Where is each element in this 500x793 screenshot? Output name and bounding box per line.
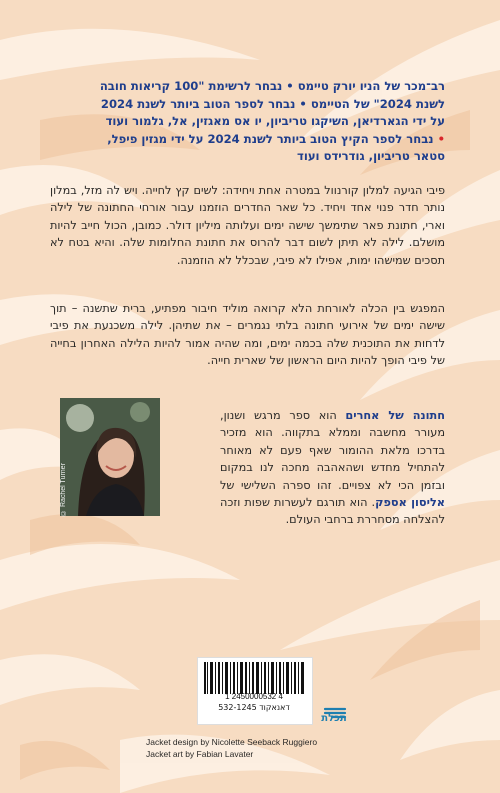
jacket-art-credit: Jacket art by Fabian Lavater bbox=[146, 749, 254, 759]
blurb-line: רב־מכר של הניו יורק טיימס • נבחר לרשימת "100 קריאות חובה bbox=[99, 79, 445, 93]
jacket-credits bbox=[146, 736, 366, 760]
author-photo bbox=[60, 398, 160, 516]
author-name: אליסון אספק bbox=[375, 496, 445, 510]
blurb-line: לשנת 2024" של הטיימס • נבחר לספר הטוב ביותר לשנת 2024 bbox=[100, 96, 445, 111]
bullet-dot: • bbox=[433, 131, 445, 146]
barcode bbox=[197, 657, 313, 725]
book-title: חתונה של אחרים bbox=[345, 409, 445, 422]
blurb-line: סטאר טריביון, גודרידס ועוד bbox=[297, 149, 445, 163]
barcode-number: 1 2450000532 4 bbox=[225, 692, 283, 701]
jacket-design-credit: Jacket design by Nicolette Seeback Ruggiero bbox=[146, 737, 318, 747]
synopsis-paragraph-3: חתונה של אחרים הוא ספר מרגש ושנון, מעורר מחשבה וממלא בתקווה. הוא מזכיר בדרכו מלאת ההומור שאף פעם לא מאוחר להתחיל מחדש ושהאהבה מחכה לנו במקום ובזמן הכי לא צפויים. זהו ספרה השלישי של אליסון אספק. הוא תורגם לעשרות שפות וזכה להצלחה מסחררת ברחבי העולם. bbox=[220, 409, 445, 527]
photo-credit: © Rachel Turner bbox=[60, 463, 67, 516]
synopsis-paragraph-2: המפגש בין הכלה לאורחת הלא קרואה מוליד חיבור מפתיע, ברית שתשנה – תוך שישה ימים של אירועי חתונה בלתי נגמרים – את שתיהן. לילה משכנעת את פיבי לדחות את התוכנית שלה בכמה ימים, ומה שהיה אמור להיות הלילה האחרון בחייה של פיבי הופך להיות היום הראשון של שארית חייה. bbox=[50, 302, 445, 368]
blurb-line: • נבחר לספר הקיץ הטוב ביותר לשנת 2024 על ידי מגזין פיפל, bbox=[107, 131, 445, 146]
praise-blurbs bbox=[50, 78, 445, 166]
barcode-label: דאנאקוד 532-1245 bbox=[218, 703, 290, 712]
publisher-name: תכלת bbox=[321, 713, 347, 724]
synopsis-paragraph-1: פיבי הגיעה למלון קורנוול במטרה אחת ויחידה: לשים קץ לחייה. ויש לה מזל, במלון נותר חדר פנוי אחד ויחיד. כל שאר החדרים הוזמנו עבור אורחי החתונה של לילה וארי, חתונת פאר שתימשך שישה ימים ועלותה מיליון דולר. כמובן, הכול חייב להיות מושלם. לילה לא תיתן לשום דבר להרוס את חתונת החלומות שלה. והיא בטח לא תסכים שמישהו ימות, אפילו לא פיבי, שבכלל לא הוזמנה. bbox=[50, 184, 445, 267]
blurb-line: על ידי הגארדיאן, השיקגו טריביון, יו אס מאגזין, אל, גלמור ועוד bbox=[105, 114, 445, 128]
